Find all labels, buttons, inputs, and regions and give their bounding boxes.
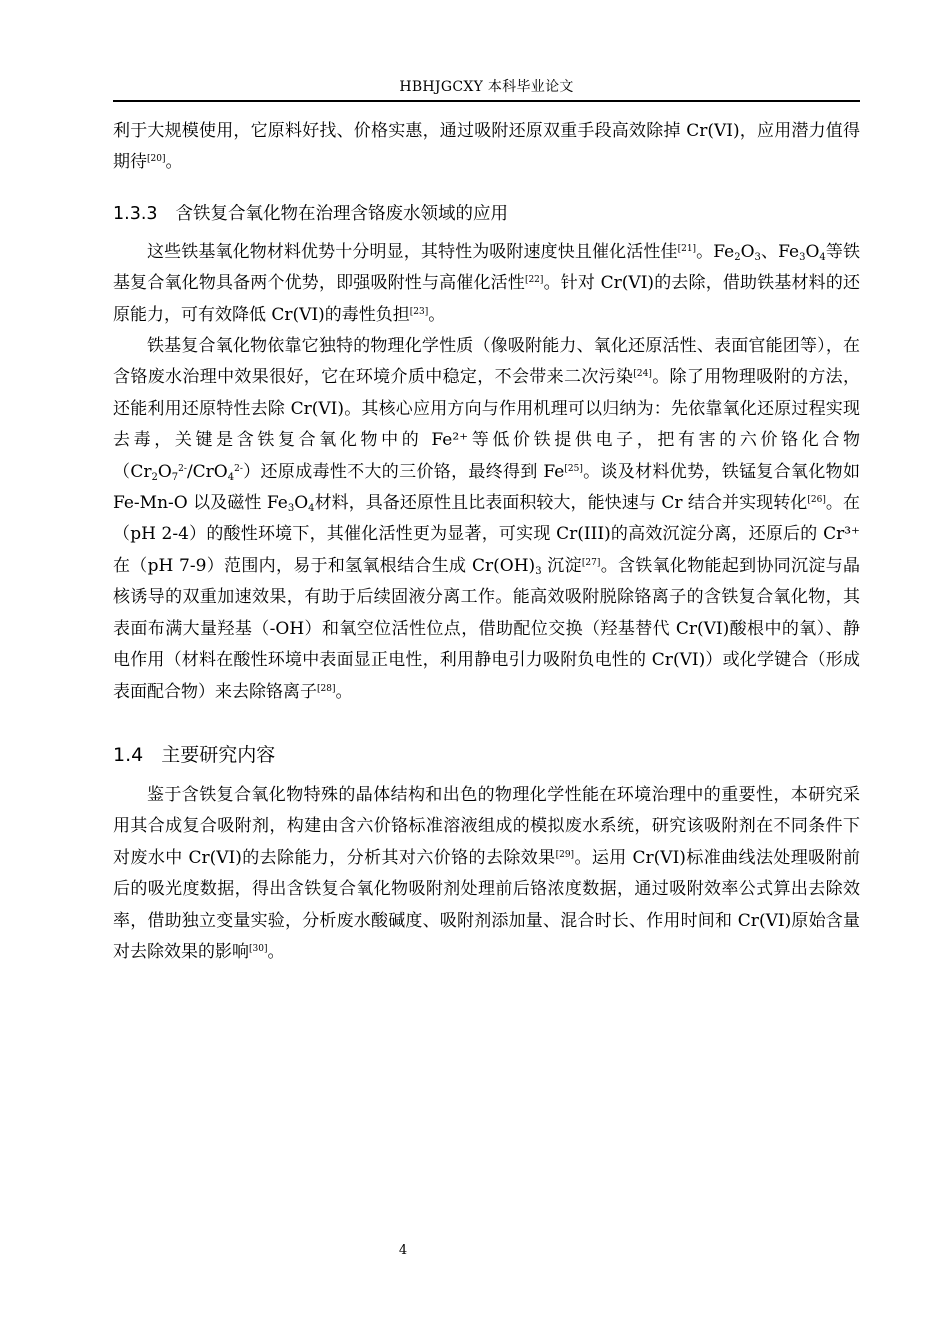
- text: O: [157, 461, 172, 482]
- paragraph-iron-oxide-advantages: [113, 237, 860, 331]
- text: 。: [335, 681, 353, 702]
- header-rule: [113, 100, 860, 102]
- citation-24: [24]: [633, 369, 652, 380]
- text: 。含铁氧化物能起到协同沉淀与晶核诱导的双重加速效果，有助于后续固液分离工作。能高效吸附脱除铬离子的含铁复合氧化物，其表面布满大量羟基（-OH）和氧空位活性位点，借助配位交换（羟基替代 Cr(VI)酸根中的氧）、静电作用（材料在酸性环境中表面显正电性，利用静电引力吸附负电性的 Cr(VI)）或化学键合（形成表面配合物）来去除铬离子: [113, 555, 860, 702]
- subscript: 4: [227, 471, 235, 483]
- citation-28: [28]: [317, 683, 336, 694]
- subscript: 7: [171, 471, 179, 483]
- citation-21: [21]: [677, 243, 697, 254]
- superscript-charge: 2-: [178, 463, 187, 474]
- citation-20: [20]: [147, 154, 166, 165]
- subscript: 3: [535, 565, 542, 577]
- subscript: 2: [734, 251, 741, 263]
- text: 。运用 Cr(VI)标准曲线法处理吸附前后的吸光度数据，得出含铁复合氧化物吸附剂处理前后铬浓度数据，通过吸附效率公式算出去除效率，借助独立变量实验，分析废水酸碱度、吸附剂添加量、混合时长、作用时间和 Cr(VI)原始含量对去除效果的影响: [113, 847, 860, 962]
- text: 。Fe: [696, 241, 735, 262]
- subscript: 2: [151, 471, 158, 483]
- text: 。: [428, 304, 446, 325]
- citation-30: [30]: [249, 943, 268, 954]
- section-title: 含铁复合氧化物在治理含铬废水领域的应用: [175, 203, 509, 224]
- text: ）还原成毒性不大的三价铬，最终得到 Fe: [242, 461, 565, 482]
- citation-27: [27]: [581, 557, 601, 568]
- text: 利于大规模使用，它原料好找、价格实惠，通过吸附还原双重手段高效除掉 Cr(VI)，应用潜力值得期待: [113, 121, 860, 173]
- section-number: 1.3.3: [113, 203, 158, 224]
- text: 鉴于含铁复合氧化物特殊的晶体结构和出色的物理化学性能在环境治理中的重要性，本研究采用其合成复合吸附剂，构建由含六价铬标准溶液组成的模拟废水系统，研究该吸附剂在不同条件下对废水中 Cr(VI)的去除能力，分析其对六价铬的去除效果: [113, 784, 860, 868]
- paragraph-research-content: [113, 780, 860, 968]
- text: 、Fe: [760, 241, 800, 262]
- text: O: [805, 241, 820, 262]
- text: 。在（pH 2-4）的酸性环境下，其催化活性更为显著，可实现 Cr(III)的高效沉淀分离，还原后的 Cr³⁺在（pH 7-9）范围内，易于和氢氧根结合生成 Cr(OH): [113, 493, 860, 576]
- citation-26: [26]: [807, 495, 826, 506]
- section-heading-1-3-3: [113, 199, 860, 229]
- text: 材料，具备还原性且比表面积较大，能快速与 Cr 结合并实现转化: [314, 493, 808, 514]
- text: 。: [165, 152, 183, 173]
- text: 。针对 Cr(VI)的去除，借助铁基材料的还原能力，可有效降低 Cr(VI)的毒性负担: [113, 273, 861, 325]
- text: 。谈及材料优势，铁锰复合氧化物如 Fe-Mn-O 以及磁性 Fe: [113, 461, 860, 514]
- subscript: 3: [287, 503, 295, 515]
- section-number: 1.4: [113, 743, 144, 766]
- subscript: 4: [819, 251, 826, 263]
- subscript: 4: [308, 503, 315, 515]
- citation-23: [23]: [409, 306, 429, 317]
- paragraph-mechanism: [113, 331, 860, 708]
- citation-22: [22]: [524, 275, 544, 286]
- text: 。除了用物理吸附的方法，还能利用还原特性去除 Cr(VI)。其核心应用方向与作用机理可以归纳为：先依靠氧化还原过程实现去毒，关键是含铁复合氧化物中的 Fe²⁺等低价铁提供电子，把有害的六价铬化合物（Cr: [113, 367, 861, 482]
- superscript-charge: 2-: [234, 463, 243, 474]
- section-heading-1-4: [113, 738, 860, 772]
- text: 沉淀: [541, 555, 582, 576]
- text: /CrO: [186, 461, 228, 482]
- text: 铁基复合氧化物依靠它独特的物理化学性质（像吸附能力、氧化还原活性、表面官能团等），在含铬废水治理中效果很好，它在环境介质中稳定，不会带来二次污染: [113, 336, 860, 388]
- page-content: [113, 116, 860, 968]
- text: O: [740, 241, 755, 262]
- subscript: 3: [754, 251, 761, 263]
- text: 等铁基复合氧化物具备两个优势，即强吸附性与高催化活性: [113, 241, 861, 294]
- citation-25: [25]: [564, 463, 583, 474]
- page-number: 4: [398, 1243, 408, 1258]
- subscript: 3: [799, 251, 806, 263]
- text: 。: [267, 941, 285, 962]
- text: O: [294, 493, 309, 514]
- text: 这些铁基氧化物材料优势十分明显，其特性为吸附速度快且催化活性佳: [147, 241, 678, 262]
- paragraph-continuation: [113, 116, 860, 179]
- page-header: HBHJGCXY 本科毕业论文: [399, 79, 574, 95]
- section-title: 主要研究内容: [161, 743, 276, 766]
- citation-29: [29]: [555, 849, 575, 860]
